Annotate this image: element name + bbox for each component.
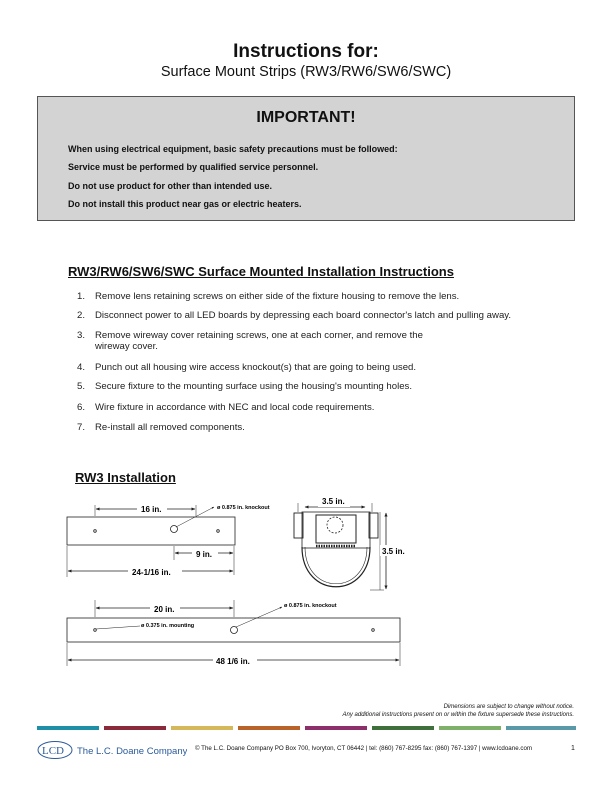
mounting-hole — [94, 530, 97, 533]
dim-mounting: ø 0.375 in. mounting — [141, 623, 195, 629]
step-text: Secure fixture to the mounting surface using the housing's mounting holes. — [95, 381, 413, 392]
color-bar — [238, 726, 300, 730]
step-text: Re-install all removed components. — [95, 422, 245, 433]
step-text: Remove lens retaining screws on either side of the fixture housing to remove the lens. — [95, 291, 460, 302]
step-number: 6. — [77, 402, 86, 413]
step-text-continued: wireway cover. — [95, 341, 158, 352]
page-number: 1 — [571, 745, 575, 752]
fixture-top-view — [67, 517, 235, 545]
step-number: 1. — [77, 291, 86, 302]
dim-side-width: 3.5 in. — [322, 497, 345, 506]
dim-48: 48 1/6 in. — [216, 657, 250, 666]
important-line: Do not install this product near gas or electric heaters. — [68, 199, 302, 209]
footer-address: © The L.C. Doane Company PO Box 700, Ivoryton, CT 06442 | tel: (860) 767-8295 fax: (860) 767-1397 | www.lcdoane.com — [195, 745, 533, 752]
step-text: Remove wireway cover retaining screws, one at each corner, and remove the — [95, 330, 423, 341]
mounting-hole — [94, 629, 97, 632]
wireway-cover — [316, 515, 356, 543]
knockout-hole — [231, 627, 238, 634]
page-title: Instructions for: — [233, 41, 379, 62]
dim-16: 16 in. — [141, 505, 162, 514]
dim-20: 20 in. — [154, 605, 175, 614]
notice-dimensions: Dimensions are subject to change without notice. — [443, 704, 574, 710]
important-line: When using electrical equipment, basic safety precautions must be followed: — [68, 144, 398, 154]
step-text: Punch out all housing wire access knockout(s) that are going to being used. — [95, 362, 417, 373]
step-number: 2. — [77, 310, 86, 321]
dim-knockout-bottom: ø 0.875 in. knockout — [284, 603, 337, 609]
important-line: Do not use product for other than intended use. — [68, 181, 272, 191]
installation-heading: RW3/RW6/SW6/SWC Surface Mounted Installation Instructions — [68, 264, 454, 279]
dim-knockout-top: ø 0.875 in. knockout — [217, 505, 270, 511]
step-number: 4. — [77, 362, 86, 373]
logo-name: The L.C. Doane Company — [77, 746, 187, 757]
notice-supersede: Any additional instructions present on or within the fixture supersede these instructions. — [342, 712, 574, 718]
dim-side-height: 3.5 in. — [382, 547, 405, 556]
important-line: Service must be performed by qualified service personnel. — [68, 162, 319, 172]
company-logo — [37, 741, 187, 766]
color-bar — [506, 726, 576, 730]
color-bar — [439, 726, 501, 730]
mounting-hole — [372, 629, 375, 632]
fixture-long-view — [67, 618, 400, 642]
page-subtitle: Surface Mount Strips (RW3/RW6/SW6/SWC) — [160, 64, 452, 80]
step-text: Disconnect power to all LED boards by depressing each board connector's latch and pulling away. — [95, 310, 512, 321]
important-heading: IMPORTANT! — [256, 109, 356, 126]
step-number: 7. — [77, 422, 86, 433]
step-number: 3. — [77, 330, 86, 341]
color-bar — [37, 726, 99, 730]
color-bar — [305, 726, 367, 730]
color-bar — [171, 726, 233, 730]
side-knockout — [327, 517, 343, 533]
step-text: Wire fixture in accordance with NEC and local code requirements. — [95, 402, 375, 413]
mounting-hole — [217, 530, 220, 533]
dim-9: 9 in. — [196, 550, 213, 559]
step-number: 5. — [77, 381, 86, 392]
color-bar — [104, 726, 166, 730]
dim-24: 24-1/16 in. — [132, 568, 171, 577]
rw3-heading: RW3 Installation — [75, 470, 176, 485]
logo-mark: LCD — [42, 745, 64, 757]
lens-profile — [302, 547, 370, 587]
color-bar — [372, 726, 434, 730]
